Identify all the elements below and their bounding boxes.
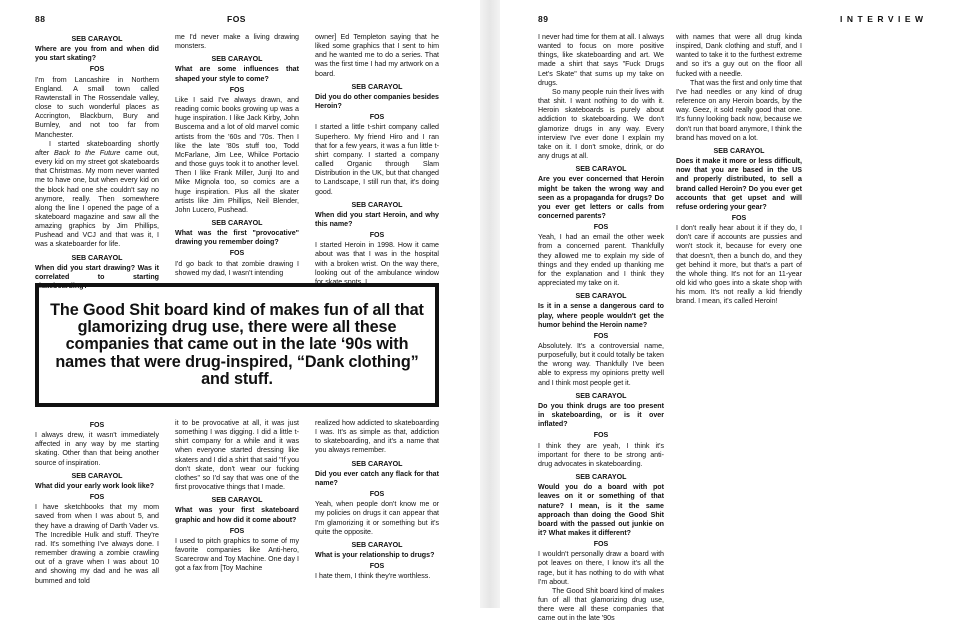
interview-question: Are you ever concerned that Heroin might be taken the wrong way and seen as a propaganda for drugs? Do you ever get letters or calls from concerned parents? (538, 175, 664, 220)
page-number: 88 (35, 14, 46, 24)
answer-paragraph: I started Heroin in 1998. How it came about was that I was in the hospital with a broken wrist. On the way there, looking out of the ambulance window for skate spots, I (315, 241, 439, 286)
interview-question: What was the first "provocative" drawing you remember doing? (175, 229, 299, 247)
interview-question: Does it make it more or less difficult, now that you are based in the US and properly distributed, to sell a brand called Heroin? Do you ever get accounts that get upset and will refuse ordering your gear? (676, 157, 802, 211)
pull-quote-text: The Good Shit board kind of makes fun of all that glamorizing drug use, there were all these companies that came out in the late ‘90s with names that were drug-inspired, “Dank clothing” and stuff. (50, 300, 424, 388)
interview-question: Did you do other companies besides Heroin? (315, 92, 439, 111)
answer-paragraph: Like I said I've always drawn, and reading comic books growing up was a huge inspiration. I like Jack Kirby, John Buscema and a lot of old marvel comic artists from the '60s and '70s. Then I like the late '80s stuff too, Todd McFarlane, Jim Lee, Whilce Portacio and those guys took it to another level. Then I like Frank Miller, Junji Ito and Mike Mignola too, so comics are a huge inspiration. Plus all the skater artists like Jim Phillips, Neil Blender, John Lucero, Pushead. (175, 95, 299, 214)
answer-paragraph: Yeah, when people don't know me or my policies on drugs it can appear that I'm glamorizing it or something but it's quite the opposite. (315, 500, 439, 536)
speaker-label: FOS (369, 113, 385, 122)
section-heading: INTERVIEW (840, 14, 928, 24)
speaker-label: SEB CARAYOL (575, 473, 627, 482)
speaker-label: FOS (593, 540, 609, 549)
interview-question: Do you think drugs are too present in skateboarding, or is it over inflated? (538, 401, 664, 429)
answer-paragraph: owner] Ed Templeton saying that he liked some graphics that I sent to him and he wanted me to do a series. That was the first time I had my artwork on a board. (315, 33, 439, 78)
answer-paragraph: I started a little t-shirt company called Superhero. My friend Hiro and I ran that for a few years, it was a fun little t-shirt company. I started a company called Organic through Slam Distribution in the UK, but that changed to Landscape, I still run that, it's doing good. (315, 123, 439, 196)
answer-paragraph: me I'd never make a living drawing monsters. (175, 33, 299, 51)
column-1-top (35, 33, 160, 291)
speaker-label: SEB CARAYOL (211, 55, 263, 64)
speaker-label: SEB CARAYOL (71, 35, 123, 43)
answer-paragraph: I used to pitch graphics to some of my favorite companies like Anti-hero, Scarecrow and Toy Machine. One day I got a fax from [Toy Machine (175, 536, 299, 573)
speaker-label: SEB CARAYOL (351, 82, 403, 91)
column-3-bottom (315, 419, 439, 589)
interview-question: Is it in a sense a dangerous card to play, where people wouldn't get the humor behind the Heroin name? (538, 302, 664, 329)
answer-paragraph: Absolutely. It's a controversial name, purposefully, but it could totally be taken the wrong way. Thankfully I've been able to express my opinions pretty well and I think most people get it. (538, 342, 664, 387)
speaker-label: FOS (229, 85, 245, 94)
interview-question: Did you ever catch any flack for that name? (315, 469, 439, 487)
running-head: FOS (227, 14, 246, 24)
interview-question: When did you start drawing? Was it correlated to starting skateboarding? (35, 263, 159, 291)
interview-question: What are some influences that shaped your style to come? (175, 65, 299, 83)
speaker-label: SEB CARAYOL (575, 292, 627, 301)
interview-question: When did you start Heroin, and why this name? (315, 210, 439, 228)
speaker-label: FOS (369, 490, 385, 499)
answer-paragraph: I have sketchbooks that my mom saved from when I was about 5, and they have a drawing of Darth Vader vs. The Incredible Hulk and stuff. They're rad. It's something I've always done. I remember drawing a zombie crawling out of a grave when I was about 10 and showing my dad and he was all bummed and told (35, 503, 159, 585)
answer-paragraph: Yeah, I had an email the other week from a concerned parent. Thankfully they allowed me to explain my side of things and they ended up thanking me for the explanation and I think they appreciated my take on it. (538, 233, 664, 288)
speaker-label: SEB CARAYOL (351, 540, 403, 549)
right-page (500, 0, 980, 623)
speaker-label: FOS (369, 231, 385, 240)
speaker-label: SEB CARAYOL (211, 496, 263, 505)
speaker-label: FOS (731, 213, 747, 222)
answer-paragraph: I always drew, it wasn't immediately affected in any way by me starting skating. Other than that being another source of inspiration. (35, 431, 159, 467)
spine-gutter (480, 0, 500, 608)
answer-paragraph: The Good Shit board kind of makes fun of all that glamorizing drug use, there were all these companies that came out in the late '90s (538, 586, 664, 623)
interview-question: What was your first skateboard graphic and how did it come about? (175, 506, 299, 524)
speaker-label: FOS (369, 562, 385, 571)
speaker-label: SEB CARAYOL (71, 471, 123, 480)
answer-paragraph: I started skateboarding shortly after Back to the Future came out, every kid on my street got skateboards that Christmas. My mom never wanted me to have one, but when every kid on the block had one she couldn't say no anymore, really. Then somewhere along the line I opened the page of a skateboard magazine and saw all the amazing graphics by Jim Phillips, Pushead and VCJ and that was it, I was a skateboarder for life. (35, 139, 160, 249)
answer-paragraph: it to be provocative at all, it was just something I was digging. I did a little t-shirt company for a while and it was when everyone started dressing like skaters and I did a shirt that said "If you don't skate, don't wear our fucking clothes" so I'd say that was one of the first provocative things that I made. (175, 419, 299, 492)
column-2-bottom (175, 419, 299, 589)
column-2 (676, 33, 802, 589)
pull-quote (35, 283, 439, 407)
column-2-top (175, 33, 299, 279)
answer-paragraph: I never had time for them at all. I always wanted to focus on more positive things, like skateboarding and art. We made a shirt that says "Fuck Drugs Let's Skate" that sums up my take on drugs. (538, 33, 664, 87)
answer-paragraph: I'm from Lancashire in Northern England. A small town called Rawtenstall in The Rossendale valley, close to such wonderful places as Accrington, Blackburn, Bury and Burnley, and not too far from Manchester. (35, 75, 159, 139)
answer-paragraph: realized how addicted to skateboarding I was. It's as simple as that, addiction to skateboarding, and it's a name that you always remember. (315, 419, 439, 455)
answer-paragraph: That was the first and only time that I've had needles or any kind of drug reference on any Heroin boards, by the way. Geez, it sold really good that one. It's funny looking back now, because we don't run that board anymore, I think the brand has moved on a lot. (676, 78, 802, 142)
speaker-label: FOS (89, 65, 105, 74)
speaker-label: FOS (593, 431, 609, 440)
answer-paragraph: with names that were all drug kinda inspired, Dank clothing and stuff, and I wanted to take it to the furthest extreme and so it's a guy out on the floor all fucked with a needle. (676, 33, 802, 78)
speaker-label: SEB CARAYOL (575, 391, 627, 400)
interview-question: Would you do a board with pot leaves on it or something of that nature? I mean, is it the same approach than doing the Good Shit board with the passed out junkie on it? What makes it different? (538, 483, 664, 537)
answer-paragraph: I hate them, I think they're worthless. (315, 572, 431, 581)
column-3-top (315, 33, 439, 286)
left-page (0, 0, 480, 608)
interview-question: What did your early work look like? (35, 481, 155, 490)
answer-paragraph: I'd go back to that zombie drawing I showed my dad, I wasn't intending (175, 259, 299, 277)
speaker-label: SEB CARAYOL (351, 200, 403, 209)
column-1 (538, 33, 664, 623)
speaker-label: FOS (229, 526, 245, 535)
speaker-label: SEB CARAYOL (713, 146, 765, 155)
interview-question: What is your relationship to drugs? (315, 551, 435, 560)
speaker-label: FOS (593, 223, 609, 232)
speaker-label: SEB CARAYOL (211, 218, 263, 227)
column-1-bottom (35, 419, 159, 589)
page-number: 89 (538, 14, 549, 24)
film-title: Back to the Future (53, 148, 121, 157)
speaker-label: FOS (89, 493, 105, 502)
answer-paragraph: I wouldn't personally draw a board with pot leaves on there, I know it's all the rage, but it has nothing to do with what I'm about. (538, 550, 664, 586)
answer-paragraph: I don't really hear about it if they do, I don't care if accounts are pussies and won't stock it, because for every one that doesn't, then a bunch do, and they get behind it more, but that's a part of the whole thing. It's not for an 11-year old kid who goes into a skate shop with his mom. It's not really a kid friendly brand. I mean, it's called Heroin! (676, 224, 802, 306)
answer-paragraph: I think they are yeah, I think it's important for there to be strong anti-drug advocates in skateboarding. (538, 441, 664, 468)
speaker-label: SEB CARAYOL (575, 165, 627, 174)
speaker-label: FOS (593, 331, 609, 340)
answer-paragraph: So many people ruin their lives with that shit. I want nothing to do with it. Heroin skateboards is purely about addiction to skateboarding. We don't glamorize drugs in any way. Every interview I've ever done I explain my take on it. I don't smoke, drink, or do any drugs at all. (538, 87, 664, 161)
speaker-label: FOS (229, 249, 245, 258)
speaker-label: FOS (89, 421, 105, 429)
speaker-label: SEB CARAYOL (71, 253, 123, 262)
speaker-label: SEB CARAYOL (351, 459, 403, 468)
interview-question: Where are you from and when did you start skating? (35, 45, 159, 63)
